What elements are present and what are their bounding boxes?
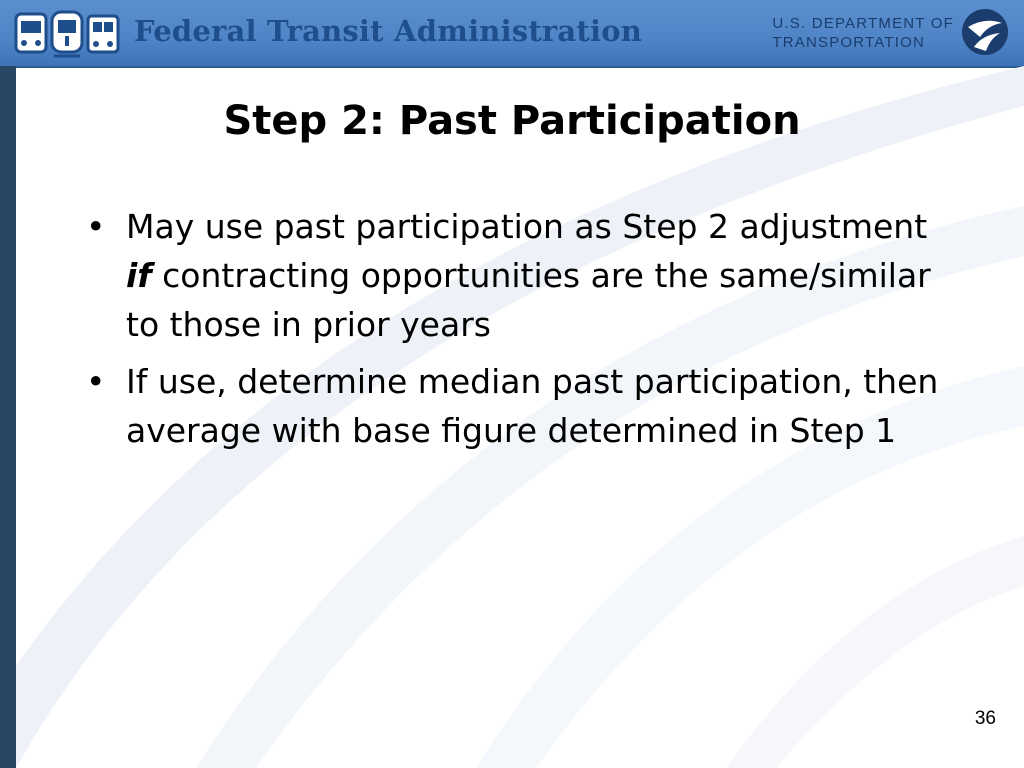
agency-name: Federal Transit Administration: [134, 14, 643, 48]
bullet-marker: •: [86, 207, 106, 246]
department-line-1: U.S. DEPARTMENT OF: [772, 15, 954, 32]
department-name: [772, 14, 954, 52]
department-line-2: TRANSPORTATION: [772, 34, 926, 51]
header-banner: [0, 0, 1024, 68]
bullet-list: [86, 202, 946, 463]
bullet-item: [86, 202, 946, 349]
dot-logo-icon: [960, 7, 1010, 57]
trolley-icon: [88, 16, 118, 52]
bullet-text: If use, determine median past participation, then average with base figure determined in Step 1: [126, 362, 939, 450]
bus-icon: [16, 14, 46, 52]
rail-car-icon: [52, 12, 82, 56]
bullet-text-after: contracting opportunities are the same/similar to those in prior years: [126, 256, 931, 344]
page-number: 36: [974, 708, 996, 729]
bullet-text-before: May use past participation as Step 2 adjustment: [126, 207, 928, 246]
transit-icons: [14, 10, 122, 58]
bullet-marker: •: [86, 362, 106, 401]
left-accent-bar: [0, 66, 16, 768]
bullet-item: [86, 357, 946, 455]
slide-title: Step 2: Past Participation: [223, 98, 801, 144]
bullet-emphasis: if: [126, 256, 152, 295]
